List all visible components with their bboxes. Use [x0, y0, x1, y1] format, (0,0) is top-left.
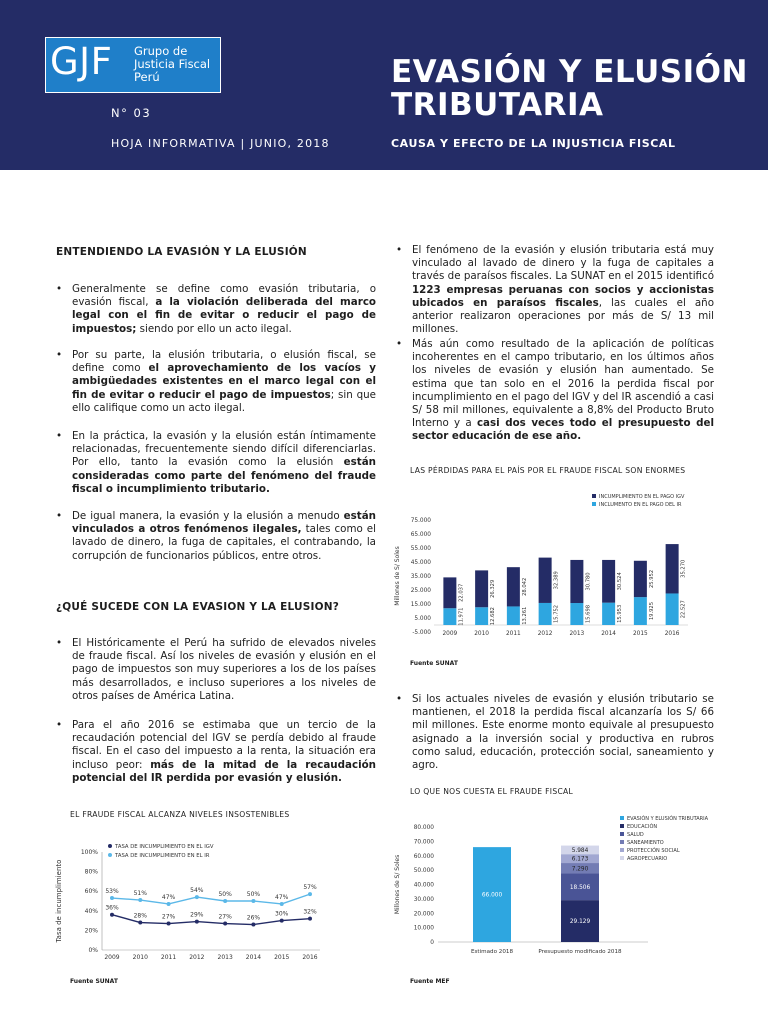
bar-segment [666, 544, 679, 593]
data-point [308, 917, 312, 921]
x-tick-label: 2016 [302, 954, 318, 961]
bar-data-label: 66.000 [481, 892, 503, 899]
y-tick-label: 80.000 [413, 825, 434, 831]
x-tick-label: 2011 [160, 954, 177, 961]
x-tick-label: 2016 [664, 631, 680, 637]
bar-segment [602, 603, 615, 625]
data-point [223, 899, 227, 903]
y-axis-title: Millones de S/ Soles [394, 854, 401, 915]
data-label: 30% [275, 910, 289, 918]
bullet-practice: • En la práctica, la evasión y la elusión están íntimamente relacionadas, frecuentemente siendo difícil diferenciarlas. Por ello, tanto la evasión como la elusión están consideradas como parte del fenómeno del fraude fiscal o incumplimiento tributario. [56, 430, 376, 496]
logo-name-line: Perú [134, 70, 160, 84]
bar-data-label: 15.698 [585, 604, 592, 624]
x-tick-label: 2011 [505, 631, 521, 637]
bar-segment [507, 606, 520, 625]
bullet-history: • El Históricamente el Perú ha sufrido de elevados niveles de fraude fiscal. Así los niveles de evasión y elusión en el pago de impuestos son muy superiores a los de los países más desarrollados, e incluso superiores a los niveles de otros países de América Latina. [56, 637, 376, 703]
chart-noncompliance-rate [52, 830, 352, 968]
legend-swatch [620, 816, 624, 820]
data-point [138, 921, 142, 925]
bar-segment [634, 597, 647, 625]
bar-segment [475, 570, 488, 607]
logo-organization-name [134, 45, 210, 84]
data-label: 29% [190, 911, 204, 919]
data-label: 26% [246, 914, 261, 922]
legend-label: SALUD [627, 832, 644, 838]
title-line: TRIBUTARIA [391, 87, 604, 123]
legend-swatch [620, 840, 624, 844]
page-subtitle: CAUSA Y EFECTO DE LA INJUSTICIA FISCAL [391, 137, 676, 150]
bar-data-label: 6.173 [571, 856, 589, 863]
bullet-elusion-definition: • Por su parte, la elusión tributaria, o elusión fiscal, se define como el aprovechamiento de los vacíos y ambigüedades existentes en el marco legal con el fin de evitar o reducir el pago de impuestos; sin que ello califique como un acto ilegal. [56, 349, 376, 415]
bullet-money-laundering: • El fenómeno de la evasión y elusión tributaria está muy vinculado al lavado de dinero y la fuga de capitales a través de paraísos fiscales. La SUNAT en el 2015 identificó 1223 empresas peruanas con socios y accionistas ubicados en paraísos fiscales, las cuales el año anterior realizaron operaciones por más de S/ 13 mil millones. [396, 244, 714, 336]
data-point [251, 899, 255, 903]
bar-data-label: 35.270 [680, 559, 687, 578]
bar-data-label: 7.290 [571, 866, 589, 873]
logo-name-line: Justicia Fiscal [134, 57, 211, 71]
data-point [195, 895, 199, 899]
y-tick-label: 10.000 [413, 925, 434, 932]
bar-segment [443, 577, 456, 608]
legend-swatch [620, 848, 624, 852]
legend-label: TASA DE INCUMPLIMIENTO EN EL IR [115, 853, 210, 859]
bar-data-label: 18.506 [569, 884, 591, 891]
bar-data-label: 19.925 [648, 601, 655, 621]
y-tick-label: 100% [80, 849, 98, 856]
legend-label: EDUCACIÓN [627, 824, 658, 830]
legend-swatch [620, 832, 624, 836]
legend-swatch [620, 856, 624, 860]
bar-data-label: 12.682 [490, 607, 497, 626]
legend-marker [108, 844, 112, 848]
y-tick-label: 40% [84, 907, 98, 915]
data-point [195, 920, 199, 924]
bar-segment [443, 608, 456, 625]
x-tick-label: Estimado 2018 [470, 949, 514, 955]
bullet-illegal-links: • De igual manera, la evasión y la elusión a menudo están vinculados a otros fenómenos ilegales, tales como el lavado de dinero, la fuga de capitales, el contrabando, la corrupción de funcionarios públicos, entre otros. [56, 510, 376, 563]
issue-date-line: HOJA INFORMATIVA | JUNIO, 2018 [111, 137, 330, 150]
x-tick-label: 2015 [274, 954, 290, 961]
bar-segment [634, 561, 647, 597]
data-label: 36% [105, 904, 119, 912]
y-tick-label: 25.000 [410, 588, 431, 594]
legend-label: INCLUMENTO EN EL PAGO DEL IR [599, 502, 682, 508]
data-point [138, 898, 142, 902]
y-tick-label: 70.000 [413, 839, 434, 846]
data-label: 54% [190, 887, 204, 895]
data-label: 53% [105, 888, 119, 896]
x-tick-label: 2009 [442, 631, 458, 637]
chart-losses-by-year [392, 490, 712, 650]
data-label: 50% [218, 891, 232, 898]
x-tick-label: 2013 [569, 631, 585, 637]
bar-data-label: 13.261 [521, 606, 528, 625]
bar-segment [539, 558, 552, 603]
chart-source-mef: Fuente MEF [410, 978, 450, 985]
title-line: EVASIÓN Y ELUSIÓN [391, 54, 748, 90]
legend-swatch [620, 824, 624, 828]
data-label: 27% [218, 913, 232, 921]
legend-label: SANEAMIENTO [627, 840, 664, 846]
bar-data-label: 29.129 [569, 919, 591, 926]
y-tick-label: 80% [84, 868, 98, 876]
x-tick-label: 2010 [132, 954, 148, 961]
legend-label: PROTECCIÓN SOCIAL [627, 848, 680, 854]
y-tick-label: 30.000 [413, 896, 434, 903]
y-tick-label: -5.000 [412, 630, 431, 636]
chart-source-sunat: Fuente SUNAT [70, 978, 118, 985]
chart-source-sunat-2: Fuente SUNAT [410, 660, 458, 667]
header-banner [0, 0, 768, 170]
legend-swatch [592, 494, 596, 498]
x-tick-label: 2014 [601, 631, 617, 637]
y-tick-label: 0 [430, 940, 434, 946]
data-point [167, 922, 171, 926]
legend-marker [108, 853, 112, 857]
y-tick-label: 40.000 [413, 882, 434, 889]
x-tick-label: 2010 [474, 631, 490, 637]
x-tick-label: 2014 [245, 954, 262, 961]
data-point [110, 896, 114, 900]
gjf-logo [45, 37, 221, 93]
data-point [223, 922, 227, 926]
chart-title-losses: LAS PÉRDIDAS PARA EL PAÍS POR EL FRAUDE FISCAL SON ENORMES [410, 466, 686, 475]
data-label: 32% [303, 908, 317, 916]
bar-data-label: 5.984 [571, 847, 589, 854]
y-tick-label: 65.000 [410, 532, 431, 538]
y-tick-label: 35.000 [410, 574, 431, 580]
bar-segment [602, 560, 615, 603]
data-point [110, 913, 114, 917]
data-point [167, 902, 171, 906]
bullet-fiscal-loss-2016: • Más aún como resultado de la aplicación de políticas incoherentes en el campo tributario, en los últimos años los niveles de evasión y elusión han aumentado. Se estima que tan solo en el 2016 la perdida fiscal por incumplimiento en el pago del IGV y del IR ascendió a casi S/ 58 mil millones, equivalente a 8,8% del Producto Bruto Interno y a casi dos veces todo el presupuesto del sector educación de ese año. [396, 338, 714, 444]
bar-data-label: 25.952 [648, 569, 655, 589]
issue-number: N° 03 [111, 106, 152, 120]
data-label: 47% [275, 893, 289, 901]
bar-data-label: 22.527 [680, 600, 687, 619]
bar-segment [570, 560, 583, 603]
logo-letters: GJF [50, 40, 113, 83]
legend-swatch [592, 502, 596, 506]
y-tick-label: 50.000 [413, 868, 434, 875]
legend-label: TASA DE INCUMPLIMIENTO EN EL IGV [115, 844, 214, 850]
bar-segment [539, 603, 552, 625]
y-tick-label: 0% [88, 947, 98, 954]
data-point [251, 923, 255, 927]
y-tick-label: 75.000 [410, 518, 431, 524]
bullet-evasion-definition: • Generalmente se define como evasión tributaria, o evasión fiscal, a la violación deliberada del marco legal con el fin de evitar o reducir el pago de impuestos; siendo por ello un acto ilegal. [56, 283, 376, 336]
bar-data-label: 22.037 [458, 583, 465, 602]
bar-data-label: 11.971 [458, 607, 465, 626]
bullet-2016-estimate: • Para el año 2016 se estimaba que un tercio de la recaudación potencial del IGV se perdía debido al fraude fiscal. En el caso del impuesto a la renta, la situación era incluso peor: más de la mitad de la recaudación potencial del IR perdida por evasión y elusión. [56, 719, 376, 785]
data-label: 51% [133, 890, 147, 898]
x-tick-label: 2012 [189, 954, 205, 961]
y-tick-label: 5.000 [414, 616, 431, 622]
x-tick-label: 2015 [632, 631, 648, 637]
chart-title-noncompliance: EL FRAUDE FISCAL ALCANZA NIVELES INSOSTENIBLES [70, 810, 290, 819]
y-axis-title: Tasa de incumplimiento [55, 859, 63, 943]
data-point [280, 919, 284, 923]
section-heading-understanding: ENTENDIENDO LA EVASIÓN Y LA ELUSIÓN [56, 246, 307, 258]
y-tick-label: 20% [84, 927, 98, 935]
bar-data-label: 15.752 [553, 604, 560, 624]
legend-label: AGROPECUARIO [627, 856, 668, 862]
x-tick-label: 2009 [104, 954, 120, 961]
chart-title-cost: LO QUE NOS CUESTA EL FRAUDE FISCAL [410, 787, 574, 796]
logo-name-line: Grupo de [134, 44, 188, 58]
y-tick-label: 20.000 [413, 911, 434, 918]
legend-label: EVASIÓN Y ELUSIÓN TRIBUTARIA [627, 816, 709, 822]
data-label: 50% [246, 891, 261, 898]
page-title [391, 56, 748, 122]
bar-data-label: 32.389 [553, 571, 560, 590]
data-label: 57% [303, 884, 317, 892]
bar-data-label: 30.780 [585, 572, 592, 591]
bar-data-label: 30.524 [617, 572, 624, 591]
data-point [308, 892, 312, 896]
bar-segment [475, 607, 488, 625]
bar-segment [666, 593, 679, 625]
data-point [280, 902, 284, 906]
y-tick-label: 15.000 [410, 602, 431, 608]
legend-label: INCUMPLIMIENTO EN EL PAGO IGV [599, 494, 685, 500]
y-axis-title: Millones de S/ Soles [394, 546, 401, 606]
data-label: 47% [161, 893, 176, 901]
bar-data-label: 15.953 [617, 604, 624, 623]
bar-segment [507, 567, 520, 606]
data-label: 27% [161, 913, 176, 921]
y-tick-label: 45.000 [410, 560, 431, 566]
x-tick-label: 2013 [217, 954, 233, 961]
chart-cost-of-fraud [392, 810, 762, 962]
y-tick-label: 55.000 [410, 546, 431, 552]
section-heading-what-happens: ¿QUÉ SUCEDE CON LA EVASION Y LA ELUSION? [56, 601, 339, 613]
bar-data-label: 28.042 [521, 577, 528, 596]
y-tick-label: 60.000 [413, 853, 434, 860]
bullet-2018-projection: • Si los actuales niveles de evasión y elusión tributario se mantienen, el 2018 la perdida fiscal alcanzaría los S/ 66 mil millones. Este enorme monto equivale al presupuesto asignado a la inversión social y productiva en rubros como salud, educación, protección social, saneamiento y agro. [396, 693, 714, 772]
x-tick-label: Presupuesto modificado 2018 [538, 949, 622, 955]
data-label: 28% [133, 912, 147, 920]
bar-data-label: 26.329 [490, 579, 497, 598]
x-tick-label: 2012 [537, 631, 553, 637]
bar-segment [570, 603, 583, 625]
y-tick-label: 60% [84, 888, 98, 896]
